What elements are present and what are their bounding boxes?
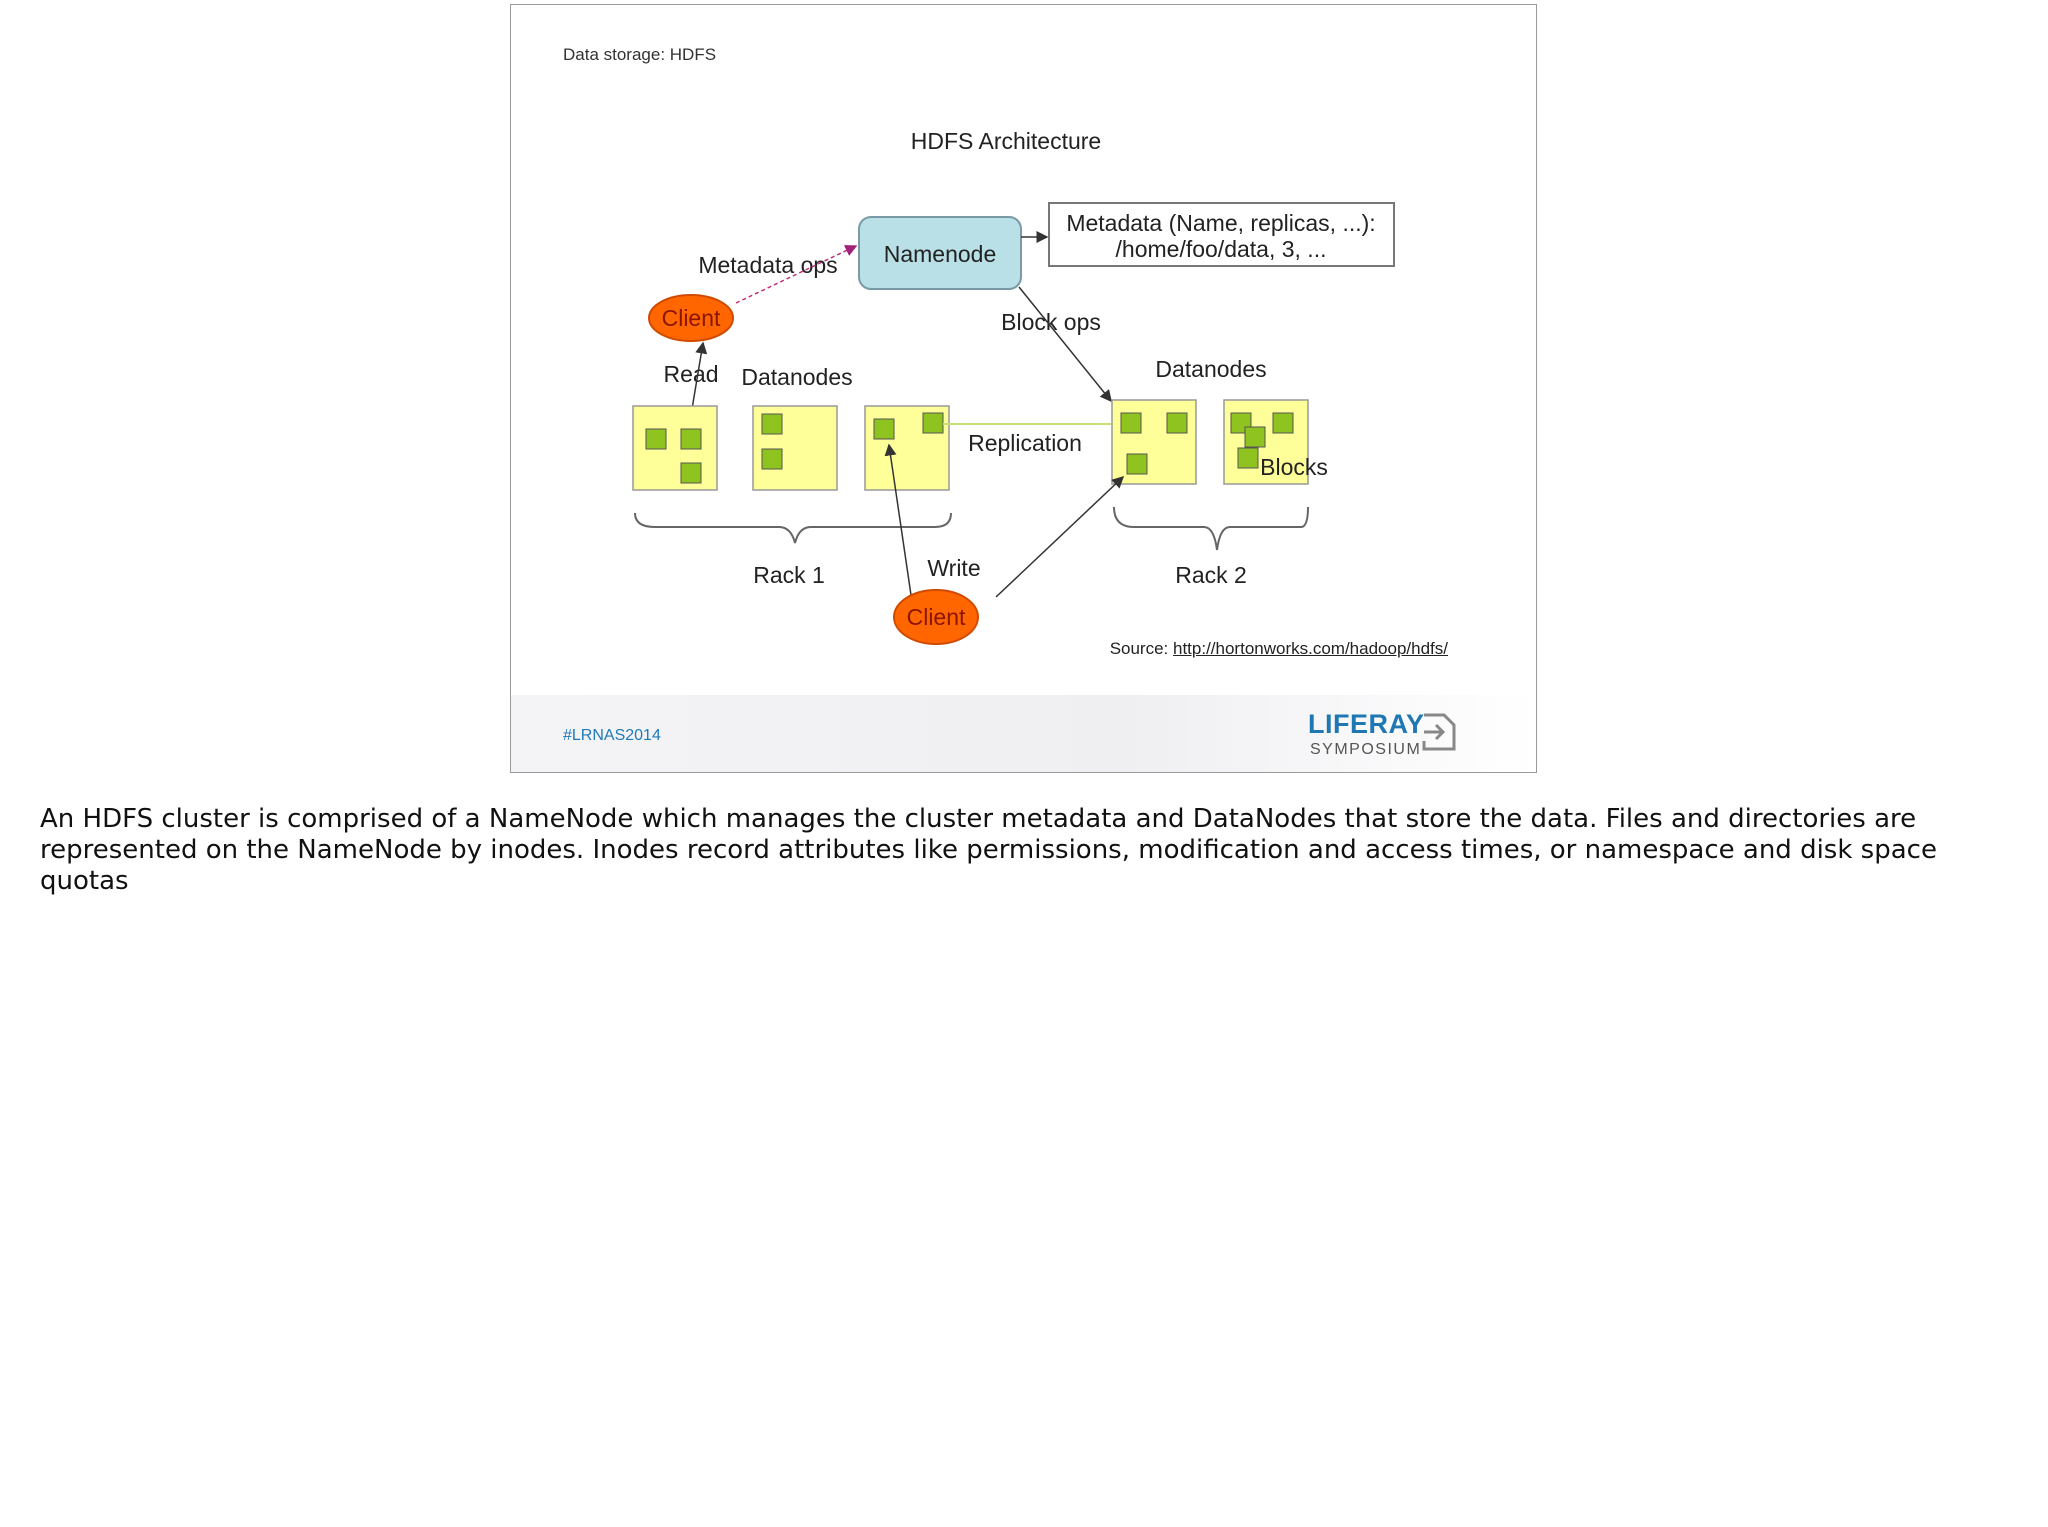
datanodes-right-label: Datanodes: [1155, 356, 1267, 382]
footer-hashtag: #LRNAS2014: [563, 727, 661, 744]
write-label: Write: [927, 555, 981, 581]
block: [681, 463, 701, 483]
block: [681, 429, 701, 449]
metadata-line2: /home/foo/data, 3, ...: [1115, 236, 1327, 262]
block: [1273, 413, 1293, 433]
block: [1127, 454, 1147, 474]
rack1-brace: [635, 513, 951, 543]
rack2-brace: [1114, 507, 1308, 550]
write-arrow-rack2: [996, 477, 1123, 597]
block: [874, 419, 894, 439]
read-label: Read: [663, 361, 719, 387]
rack1-label: Rack 1: [753, 562, 825, 588]
source-prefix: Source:: [1109, 639, 1173, 658]
diagram-title: HDFS Architecture: [910, 128, 1102, 154]
replication-label: Replication: [968, 430, 1082, 456]
slide-caption: An HDFS cluster is comprised of a NameNode which manages the cluster metadata and DataNodes that store the data. Files and directories are represented on the NameNode by inodes. Inodes record attributes like permissions, modification and access times, or namespace and disk space quotas: [40, 804, 1937, 896]
client-top-label: Client: [661, 305, 721, 331]
slide-title: Data storage: HDFS: [563, 45, 717, 64]
source-note: [1110, 639, 1448, 659]
block: [762, 414, 782, 434]
hdfs-architecture-diagram: [511, 5, 1537, 695]
client-bottom-label: Client: [906, 604, 966, 630]
source-link[interactable]: http://hortonworks.com/hadoop/hdfs/: [1173, 639, 1448, 658]
metadata-ops-label: Metadata ops: [698, 252, 838, 278]
block: [1245, 427, 1265, 447]
block: [1238, 448, 1258, 468]
slide: [510, 4, 1537, 773]
block-ops-label: Block ops: [1001, 309, 1101, 335]
block: [923, 413, 943, 433]
blocks-label: Blocks: [1260, 454, 1328, 480]
block: [646, 429, 666, 449]
block: [1121, 413, 1141, 433]
namenode-label: Namenode: [883, 241, 997, 267]
block: [762, 449, 782, 469]
block-ops-arrow: [1019, 287, 1111, 401]
liferay-logo: [1308, 709, 1458, 759]
slide-footer: [511, 695, 1536, 773]
logo-arrow-icon: [1420, 711, 1458, 753]
logo-sub: SYMPOSIUM: [1310, 741, 1422, 758]
block: [1167, 413, 1187, 433]
metadata-line1: Metadata (Name, replicas, ...):: [1066, 210, 1376, 236]
logo-word: LIFERAY: [1308, 709, 1425, 739]
datanodes-left-label: Datanodes: [741, 364, 853, 390]
rack2-label: Rack 2: [1175, 562, 1247, 588]
